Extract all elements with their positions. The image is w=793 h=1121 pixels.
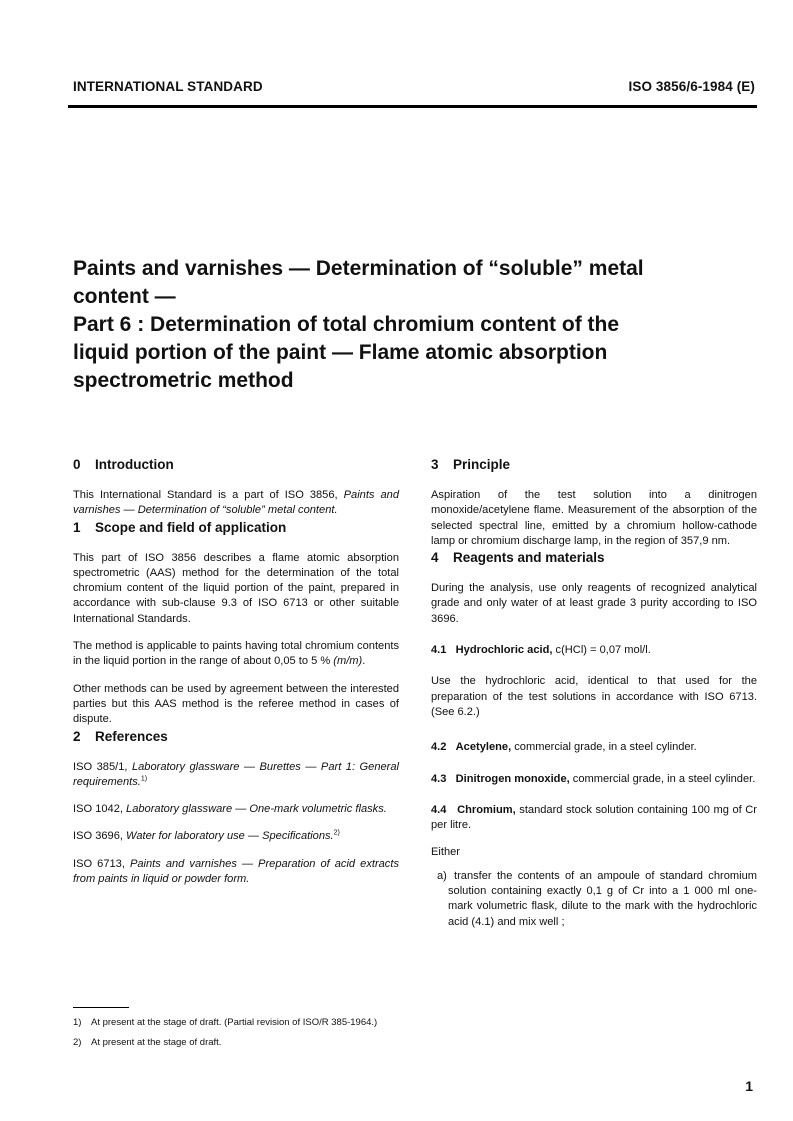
reference-title: Water for laboratory use — Specifications. xyxy=(126,830,334,843)
scope-paragraph xyxy=(73,639,399,670)
subclause-text: commercial grade, in a steel cylinder. xyxy=(511,741,697,754)
section-heading-references xyxy=(73,728,399,746)
section-number: 0 xyxy=(73,457,81,472)
subclause-4-4 xyxy=(431,803,757,834)
scope-text-end: . xyxy=(362,655,366,668)
section-heading-scope xyxy=(73,519,399,537)
header-standard-label: INTERNATIONAL STANDARD xyxy=(73,79,263,94)
reference-item xyxy=(73,857,399,888)
footnote-text: At present at the stage of draft. xyxy=(91,1037,222,1048)
section-number: 1 xyxy=(73,519,81,535)
section-title: References xyxy=(95,728,168,744)
title-line: content — xyxy=(73,285,176,308)
title-line: Part 6 : Determination of total chromium content of the xyxy=(73,313,620,336)
reference-item xyxy=(73,760,399,791)
subclause-title: Dinitrogen monoxide, xyxy=(455,772,570,785)
section-title: Introduction xyxy=(95,457,174,472)
page-number: 1 xyxy=(745,1078,753,1094)
title-line: spectrometric method xyxy=(73,369,294,392)
reference-item xyxy=(73,802,399,817)
subclause-4-1 xyxy=(431,643,757,658)
footnote-marker: 2) xyxy=(333,829,340,837)
list-item-text: transfer the contents of an ampoule of standard chromium solution containing exactly 0,1 g of Cr into a 1 000 ml one-mark volumetric flask, dilute to the mark with the hydrochloric acid (4.1) and mix well ; xyxy=(448,869,757,928)
subclause-text: commercial grade, in a steel cylinder. xyxy=(569,772,756,785)
subclause-number: 4.2 xyxy=(431,741,447,754)
reference-title: Laboratory glassware — One-mark volumetric flasks. xyxy=(126,803,387,816)
scope-paragraph: Other methods can be used by agreement between the interested parties but this AAS method is the referee method in cases of dispute. xyxy=(73,682,399,726)
reference-item xyxy=(73,829,399,844)
reference-id: ISO 6713, xyxy=(73,857,130,870)
right-column xyxy=(431,456,757,930)
subclause-number: 4.3 xyxy=(431,772,447,785)
subclause-title: Hydrochloric acid, xyxy=(455,644,553,657)
principle-paragraph: Aspiration of the test solution into a dinitrogen monoxide/acetylene flame. Measurement of the absorption of the selected spectral line, emitted by a chromium hollow-cathode lamp or chromium discharge lamp, in the region of 357,9 nm. xyxy=(431,489,757,547)
reagents-intro-paragraph: During the analysis, use only reagents of recognized analytical grade and only water of at least grade 3 purity according to ISO 3696. xyxy=(431,582,757,625)
section-heading-reagents xyxy=(431,549,757,567)
reference-title: Paints and varnishes — Preparation of acid extracts from paints in liquid or powder form. xyxy=(73,857,399,886)
document-title xyxy=(73,255,763,395)
section-number: 4 xyxy=(431,550,439,566)
reference-id: ISO 385/1, xyxy=(73,760,132,773)
title-line: liquid portion of the paint — Flame atomic absorption xyxy=(73,341,608,364)
footnote xyxy=(73,1017,377,1029)
scope-italic-unit: (m/m) xyxy=(333,655,363,668)
introduction-paragraph xyxy=(73,488,399,519)
reference-id: ISO 1042, xyxy=(73,803,127,816)
footnote-rule xyxy=(73,1007,129,1008)
header-rule xyxy=(68,105,757,108)
footnote xyxy=(73,1037,221,1049)
either-label: Either xyxy=(431,846,460,859)
footnote-text: At present at the stage of draft. (Partial revision of ISO/R 385-1964.) xyxy=(91,1017,378,1028)
subclause-title: Acetylene, xyxy=(455,741,512,754)
left-column xyxy=(73,456,399,887)
subclause-number: 4.1 xyxy=(431,644,447,657)
list-item-a xyxy=(437,869,757,930)
header-standard-number: ISO 3856/6-1984 (E) xyxy=(628,79,755,94)
section-number: 3 xyxy=(431,457,439,472)
title-line: Paints and varnishes — Determination of “soluble” metal xyxy=(73,257,644,280)
scope-paragraph: This part of ISO 3856 describes a flame atomic absorption spectrometric (AAS) method for the determination of the total chromium content of the liquid portion of the paint, prepared in accordance with sub-clause 9.3 of ISO 6713 or other suitable International Standards. xyxy=(73,551,399,625)
footnote-number: 1) xyxy=(73,1017,82,1028)
subclause-4-1-paragraph: Use the hydrochloric acid, identical to that used for the preparation of the test solutions in accordance with ISO 6713. (See 6.2.) xyxy=(431,675,757,718)
intro-text: This International Standard is a part of ISO 3856, xyxy=(73,489,344,501)
intro-italic-text: Paints and varnishes — Determination of “soluble” metal content. xyxy=(73,489,399,517)
subclause-number: 4.4 xyxy=(431,803,447,816)
section-title: Principle xyxy=(453,457,511,472)
subclause-4-3 xyxy=(431,772,757,787)
subclause-text: standard stock solution containing 100 mg of Cr per litre. xyxy=(431,803,758,832)
subclause-4-2 xyxy=(431,740,757,755)
reference-title: Laboratory glassware — Burettes — Part 1: General requirements. xyxy=(73,760,399,788)
section-heading-principle xyxy=(431,456,757,474)
subclause-title: Chromium, xyxy=(457,803,516,816)
reference-id: ISO 3696, xyxy=(73,830,127,843)
footnote-marker: 1) xyxy=(140,775,148,783)
list-item-label: a) xyxy=(437,869,447,882)
section-number: 2 xyxy=(73,728,81,744)
section-title: Reagents and materials xyxy=(453,550,605,566)
subclause-text: c(HCl) = 0,07 mol/l. xyxy=(552,644,651,657)
section-heading-introduction xyxy=(73,456,399,474)
section-title: Scope and field of application xyxy=(95,519,287,535)
footnote-number: 2) xyxy=(73,1037,82,1048)
scope-text: The method is applicable to paints having total chromium contents in the liquid portion in the range of about 0,05 to 5 % xyxy=(73,640,399,668)
